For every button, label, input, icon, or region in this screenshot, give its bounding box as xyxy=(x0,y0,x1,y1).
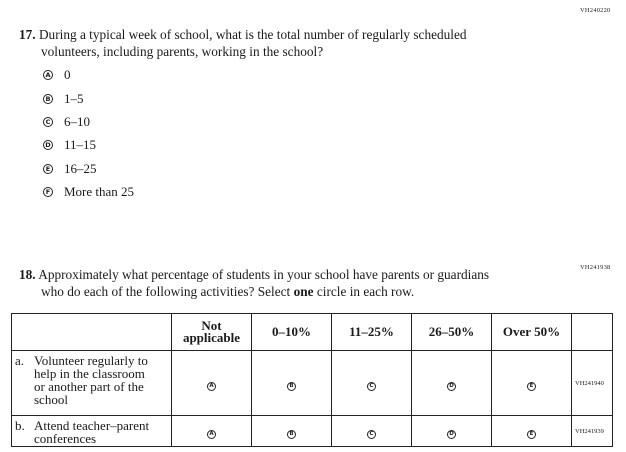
radio-bubble-icon[interactable]: D xyxy=(447,430,456,439)
radio-bubble-icon[interactable]: C xyxy=(43,117,53,127)
row-b-cell-11-25[interactable] xyxy=(332,416,412,447)
q17-option-d[interactable] xyxy=(43,137,96,153)
row-a-line2: help in the classroom xyxy=(34,366,145,381)
q17-number: 17. xyxy=(19,27,36,42)
q18-response-grid xyxy=(11,313,613,447)
radio-bubble-icon[interactable]: E xyxy=(43,164,53,174)
row-b-label xyxy=(12,416,172,447)
row-b-letter: b. xyxy=(15,418,25,433)
q17-text-line2: volunteers, including parents, working in the school? xyxy=(41,44,324,59)
row-a-line3: or another part of the xyxy=(34,379,144,394)
q17-option-f[interactable] xyxy=(43,184,134,200)
column-header-not-applicable xyxy=(172,314,252,351)
table-row xyxy=(12,351,613,416)
row-a-line4: school xyxy=(34,392,68,407)
row-b-line1: Attend teacher–parent xyxy=(34,418,150,433)
q17-item-code: VH240220 xyxy=(580,7,611,14)
column-header-11-25: 11–25% xyxy=(332,314,412,351)
q18-number: 18. xyxy=(19,267,36,282)
radio-bubble-icon[interactable]: B xyxy=(287,382,296,391)
q17-option-e[interactable] xyxy=(43,161,97,177)
q18-text-line1: Approximately what percentage of students in your school have parents or guardians xyxy=(38,267,490,282)
q17-question-text xyxy=(19,26,467,60)
q17-text-line1: During a typical week of school, what is the total number of regularly scheduled xyxy=(38,27,467,42)
grid-header-blank xyxy=(12,314,172,351)
radio-bubble-icon[interactable]: C xyxy=(367,430,376,439)
row-a-cell-0-10[interactable] xyxy=(252,351,332,416)
row-b-cell-not-applicable[interactable] xyxy=(172,416,252,447)
radio-bubble-icon[interactable]: E xyxy=(527,430,536,439)
row-a-cell-not-applicable[interactable] xyxy=(172,351,252,416)
q17-option-a-label: 0 xyxy=(64,67,71,82)
q17-option-e-label: 16–25 xyxy=(64,161,97,176)
q17-option-f-label: More than 25 xyxy=(64,184,135,199)
column-header-line2: applicable xyxy=(182,330,241,345)
column-header-26-50: 26–50% xyxy=(412,314,492,351)
q17-option-b-label: 1–5 xyxy=(64,91,84,106)
row-a-letter: a. xyxy=(15,353,25,368)
radio-bubble-icon[interactable]: A xyxy=(207,382,216,391)
row-b-cell-over-50[interactable] xyxy=(492,416,572,447)
q17-option-c[interactable] xyxy=(43,114,90,130)
q18-item-code: VH241938 xyxy=(580,264,611,271)
column-header-over-50: Over 50% xyxy=(492,314,572,351)
radio-bubble-icon[interactable]: F xyxy=(43,187,53,197)
q18-question-text xyxy=(19,266,489,300)
radio-bubble-icon[interactable]: D xyxy=(447,382,456,391)
row-a-cell-11-25[interactable] xyxy=(332,351,412,416)
q18-text-line2-post: circle in each row. xyxy=(313,284,415,299)
column-header-0-10: 0–10% xyxy=(252,314,332,351)
q17-option-c-label: 6–10 xyxy=(64,114,90,129)
row-a-item-code: VH241940 xyxy=(572,351,613,416)
row-b-cell-0-10[interactable] xyxy=(252,416,332,447)
radio-bubble-icon[interactable]: E xyxy=(527,382,536,391)
q17-option-a[interactable] xyxy=(43,67,71,83)
row-a-cell-26-50[interactable] xyxy=(412,351,492,416)
q18-text-emphasis: one xyxy=(293,284,314,299)
q17-option-d-label: 11–15 xyxy=(64,137,97,152)
q18-text-line2 xyxy=(19,283,489,300)
q18-text-line2-pre: who do each of the following activities? Select xyxy=(41,284,294,299)
column-header-line1: Not xyxy=(201,318,222,333)
row-a-cell-over-50[interactable] xyxy=(492,351,572,416)
row-a-label xyxy=(12,351,172,416)
radio-bubble-icon[interactable]: B xyxy=(287,430,296,439)
radio-bubble-icon[interactable]: A xyxy=(43,70,53,80)
radio-bubble-icon[interactable]: C xyxy=(367,382,376,391)
radio-bubble-icon[interactable]: A xyxy=(207,430,216,439)
grid-header-code-blank xyxy=(572,314,613,351)
radio-bubble-icon[interactable]: D xyxy=(43,140,53,150)
q17-option-b[interactable] xyxy=(43,91,84,107)
row-b-line2: conferences xyxy=(34,431,97,446)
row-a-line1: Volunteer regularly to xyxy=(34,353,148,368)
grid-header-row xyxy=(12,314,613,351)
radio-bubble-icon[interactable]: B xyxy=(43,94,53,104)
row-b-cell-26-50[interactable] xyxy=(412,416,492,447)
row-b-item-code: VH241939 xyxy=(572,416,613,447)
table-row xyxy=(12,416,613,447)
